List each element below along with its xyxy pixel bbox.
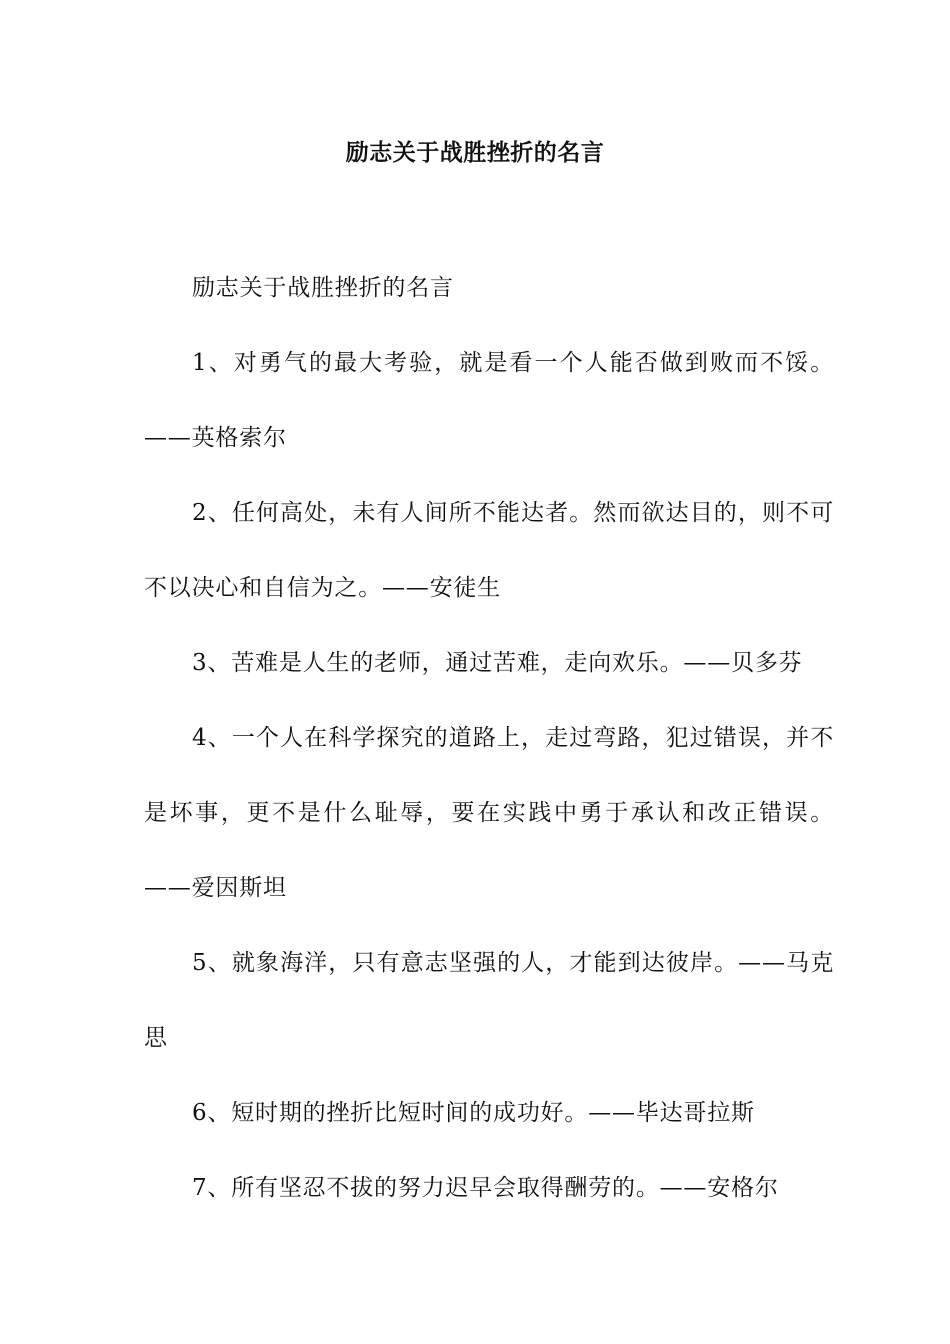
document-subtitle: 励志关于战胜挫折的名言 [192,275,454,301]
quote-paragraph-5: 5、就象海洋，只有意志坚强的人，才能到达彼岸。——马克思 [144,950,834,1051]
quote-paragraph-2: 2、任何高处，未有人间所不能达者。然而欲达目的，则不可不以决心和自信为之。——安徒生 [144,500,834,601]
quote-paragraph-7: 7、所有坚忍不拔的努力迟早会取得酬劳的。——安格尔 [192,1175,779,1201]
quote-paragraph-4: 4、一个人在科学探究的道路上，走过弯路，犯过错误，并不是坏事，更不是什么耻辱，要在实践中勇于承认和改正错误。——爱因斯坦 [144,725,834,901]
quote-paragraph-1: 1、对勇气的最大考验，就是看一个人能否做到败而不馁。——英格索尔 [144,350,834,451]
document-body [144,251,834,1226]
document-title: 励志关于战胜挫折的名言 [345,139,605,166]
quote-paragraph-3: 3、苦难是人生的老师，通过苦难，走向欢乐。——贝多芬 [192,650,803,676]
quote-paragraph-6: 6、短时期的挫折比短时间的成功好。——毕达哥拉斯 [192,1100,755,1126]
